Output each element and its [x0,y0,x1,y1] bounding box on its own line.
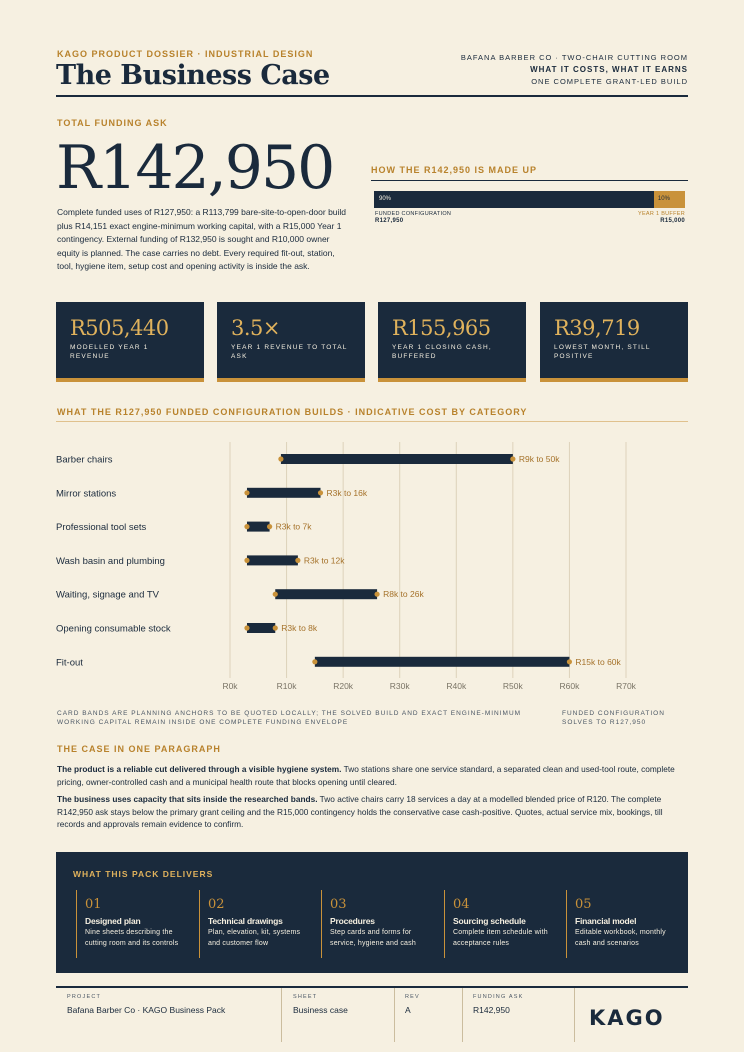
deliverable-number: 04 [453,897,470,912]
deliverable-number: 03 [330,897,347,912]
footer-divider [394,988,395,1042]
range-max-dot [567,659,572,664]
funding-ask-amount: R142,950 [56,133,334,203]
x-tick-label: R0k [222,681,238,691]
header-subtitle: WHAT IT COSTS, WHAT IT EARNS [530,65,688,74]
range-bar [315,657,570,667]
cost-range-chart [0,430,744,700]
header-build-line: ONE COMPLETE GRANT-LED BUILD [531,77,688,86]
kpi-card-ratio [217,302,365,382]
x-tick-label: R10k [276,681,297,691]
kpi-label: LOWEST MONTH, STILL POSITIVE [554,344,651,360]
range-bar [247,522,270,532]
footer-project-key: PROJECT [67,994,102,1000]
paragraph-kicker: THE CASE IN ONE PARAGRAPH [57,744,221,754]
range-max-dot [273,625,278,630]
range-min-dot [244,625,249,630]
range-bar [247,488,321,498]
footer-divider [574,988,575,1042]
range-min-dot [312,659,317,664]
deliverables-kicker: WHAT THIS PACK DELIVERS [73,869,214,879]
deliverable-description: Complete item schedule with acceptance rules [453,929,548,947]
range-min-dot [278,456,283,461]
category-label: Professional tool sets [56,522,147,534]
range-bar [247,555,298,565]
footer-sheet [293,994,348,1015]
chart-note: CARD BANDS ARE PLANNING ANCHORS TO BE QUOTED LOCALLY; THE SOLVED BUILD AND EXACT ENGINE-MINIMUM WORKING CAPITAL REMAIN INSIDE ONE COMPLETE FUNDING ENVELOPE [57,710,522,726]
x-tick-label: R40k [446,681,467,691]
split-funded-caption [375,211,451,224]
range-bar [281,454,513,464]
deliverable-title: Technical drawings [208,916,283,926]
split-segment-buffer: 10% [654,191,685,208]
kpi-card-lowest-month [540,302,688,382]
deliverable-item [566,890,680,958]
range-max-dot [267,524,272,529]
header-business-line: BAFANA BARBER CO · TWO-CHAIR CUTTING ROOM [460,53,688,62]
range-value-label: R9k to 50k [518,454,560,464]
range-max-dot [295,558,300,563]
deliverable-description: Plan, elevation, kit, systems and customer flow [208,929,301,947]
deliverable-item [444,890,558,958]
range-bar [275,589,377,599]
kpi-card-revenue [56,302,204,382]
footer-project-value: Bafana Barber Co · KAGO Business Pack [67,1005,226,1015]
x-tick-label: R60k [559,681,580,691]
footer-ask-key: FUNDING ASK [473,994,524,1000]
split-funded-value: R127,950 [375,218,404,224]
range-value-label: R15k to 60k [575,656,621,667]
range-min-dot [273,592,278,597]
funding-ask-description: Complete funded uses of R127,950: a R113,799 bare-site-to-open-door build plus R14,151 exact engine-minimum working capital, with a R15,000 Year 1 contingency. External funding of R132,950 is sought and R10,000 owner equity is planned. The case carries no debt. Every required fit-out, station, tool, hygiene item, setup cost and opening activity is inside the ask. [57,207,347,271]
split-buffer-value: R15,000 [660,218,685,224]
footer-rev-value: A [405,1005,411,1015]
chart-rule [56,421,688,422]
deliverable-item [76,890,190,958]
case-p2-lead: The business uses capacity that sits inside the researched bands. [57,794,318,804]
footer-rule [56,986,688,988]
case-paragraph-1 [57,763,689,788]
range-value-label: R3k to 12k [303,555,345,566]
x-tick-label: R30k [389,681,410,691]
range-max-dot [510,456,515,461]
header-rule [56,95,688,97]
deliverable-item [321,890,435,958]
footer-sheet-value: Business case [293,1005,348,1015]
range-min-dot [244,490,249,495]
header-meta [461,53,688,86]
category-label: Opening consumable stock [56,623,171,635]
footer-project [67,994,225,1015]
range-value-label: R3k to 8k [281,623,318,633]
chart-kicker: WHAT THE R127,950 FUNDED CONFIGURATION BUILDS · INDICATIVE COST BY CATEGORY [57,407,528,417]
document-eyebrow: KAGO PRODUCT DOSSIER · INDUSTRIAL DESIGN [57,49,314,59]
funding-ask-kicker: TOTAL FUNDING ASK [57,118,168,128]
deliverable-item [199,890,313,958]
range-min-dot [244,558,249,563]
kpi-value: R155,965 [392,316,491,340]
deliverable-number: 02 [208,897,225,912]
funding-split-bar [374,191,685,208]
case-p2-body: Two active chairs carry 18 services a day at a modelled blended price of R120. The complete R142,950 ask stays below the primary grant ceiling and the R15,000 contingency holds the conservative case cash-positive. Quotes, actual service mix, bookings, till records and approvals remain evidence to confirm. [57,794,663,829]
category-label: Fit-out [56,657,83,669]
kpi-label: YEAR 1 REVENUE TO TOTAL ASK [231,344,348,360]
kpi-label: YEAR 1 CLOSING CASH, BUFFERED [392,344,492,360]
split-buffer-caption [638,211,685,224]
kpi-card-closing-cash [378,302,526,382]
kpi-value: R505,440 [70,316,169,340]
kpi-value: 3.5× [231,316,280,340]
deliverable-title: Procedures [330,916,375,926]
range-value-label: R8k to 26k [383,589,424,600]
category-label: Waiting, signage and TV [56,589,159,601]
category-label: Wash basin and plumbing [56,555,165,567]
case-p1-lead: The product is a reliable cut delivered through a visible hygiene system. [57,764,342,774]
category-label: Mirror stations [56,488,117,500]
split-segment-funded: 90% [374,191,654,208]
range-value-label: R3k to 7k [275,521,312,532]
made-up-rule [371,180,688,181]
deliverable-title: Sourcing schedule [453,916,526,926]
range-min-dot [244,524,249,529]
kpi-value: R39,719 [554,316,640,340]
split-funded-label: FUNDED CONFIGURATION [375,211,452,217]
case-paragraph [57,763,689,836]
range-bar [247,623,275,633]
x-tick-label: R70k [616,681,636,691]
chart-side-note: FUNDED CONFIGURATION SOLVES TO R127,950 [562,710,665,726]
deliverable-title: Designed plan [85,916,141,926]
case-paragraph-2 [57,793,689,831]
x-tick-label: R20k [333,681,354,691]
deliverable-description: Step cards and forms for service, hygiene and cash [330,929,416,947]
range-value-label: R3k to 16k [326,487,368,498]
footer-ask-value: R142,950 [473,1005,510,1015]
range-max-dot [318,490,323,495]
deliverable-number: 05 [575,897,592,912]
x-tick-label: R50k [502,681,523,691]
deliverable-title: Financial model [575,916,637,926]
deliverable-description: Editable workbook, monthly cash and scenarios [575,929,666,947]
footer-divider [281,988,282,1042]
footer-rev-key: REV [405,994,420,1000]
made-up-kicker: HOW THE R142,950 IS MADE UP [371,165,538,175]
deliverable-number: 01 [85,897,102,912]
kpi-label: MODELLED YEAR 1 REVENUE [70,344,149,360]
split-buffer-label: YEAR 1 BUFFER [638,211,685,217]
deliverable-description: Nine sheets describing the cutting room and its controls [85,929,179,947]
deliverables-panel [56,852,688,973]
kago-logo: KAGO [589,1006,665,1030]
range-max-dot [374,592,379,597]
footer-rev [405,994,420,1015]
page-title: The Business Case [56,60,330,91]
footer-divider [462,988,463,1042]
category-label: Barber chairs [56,454,113,466]
case-p1-body: Two stations share one service standard, a separated clean and used-tool route, complete pricing, owner-controlled cash and a municipal health route that blocks opening until cleared. [57,764,675,787]
footer-ask [473,994,523,1015]
footer-sheet-key: SHEET [293,994,318,1000]
